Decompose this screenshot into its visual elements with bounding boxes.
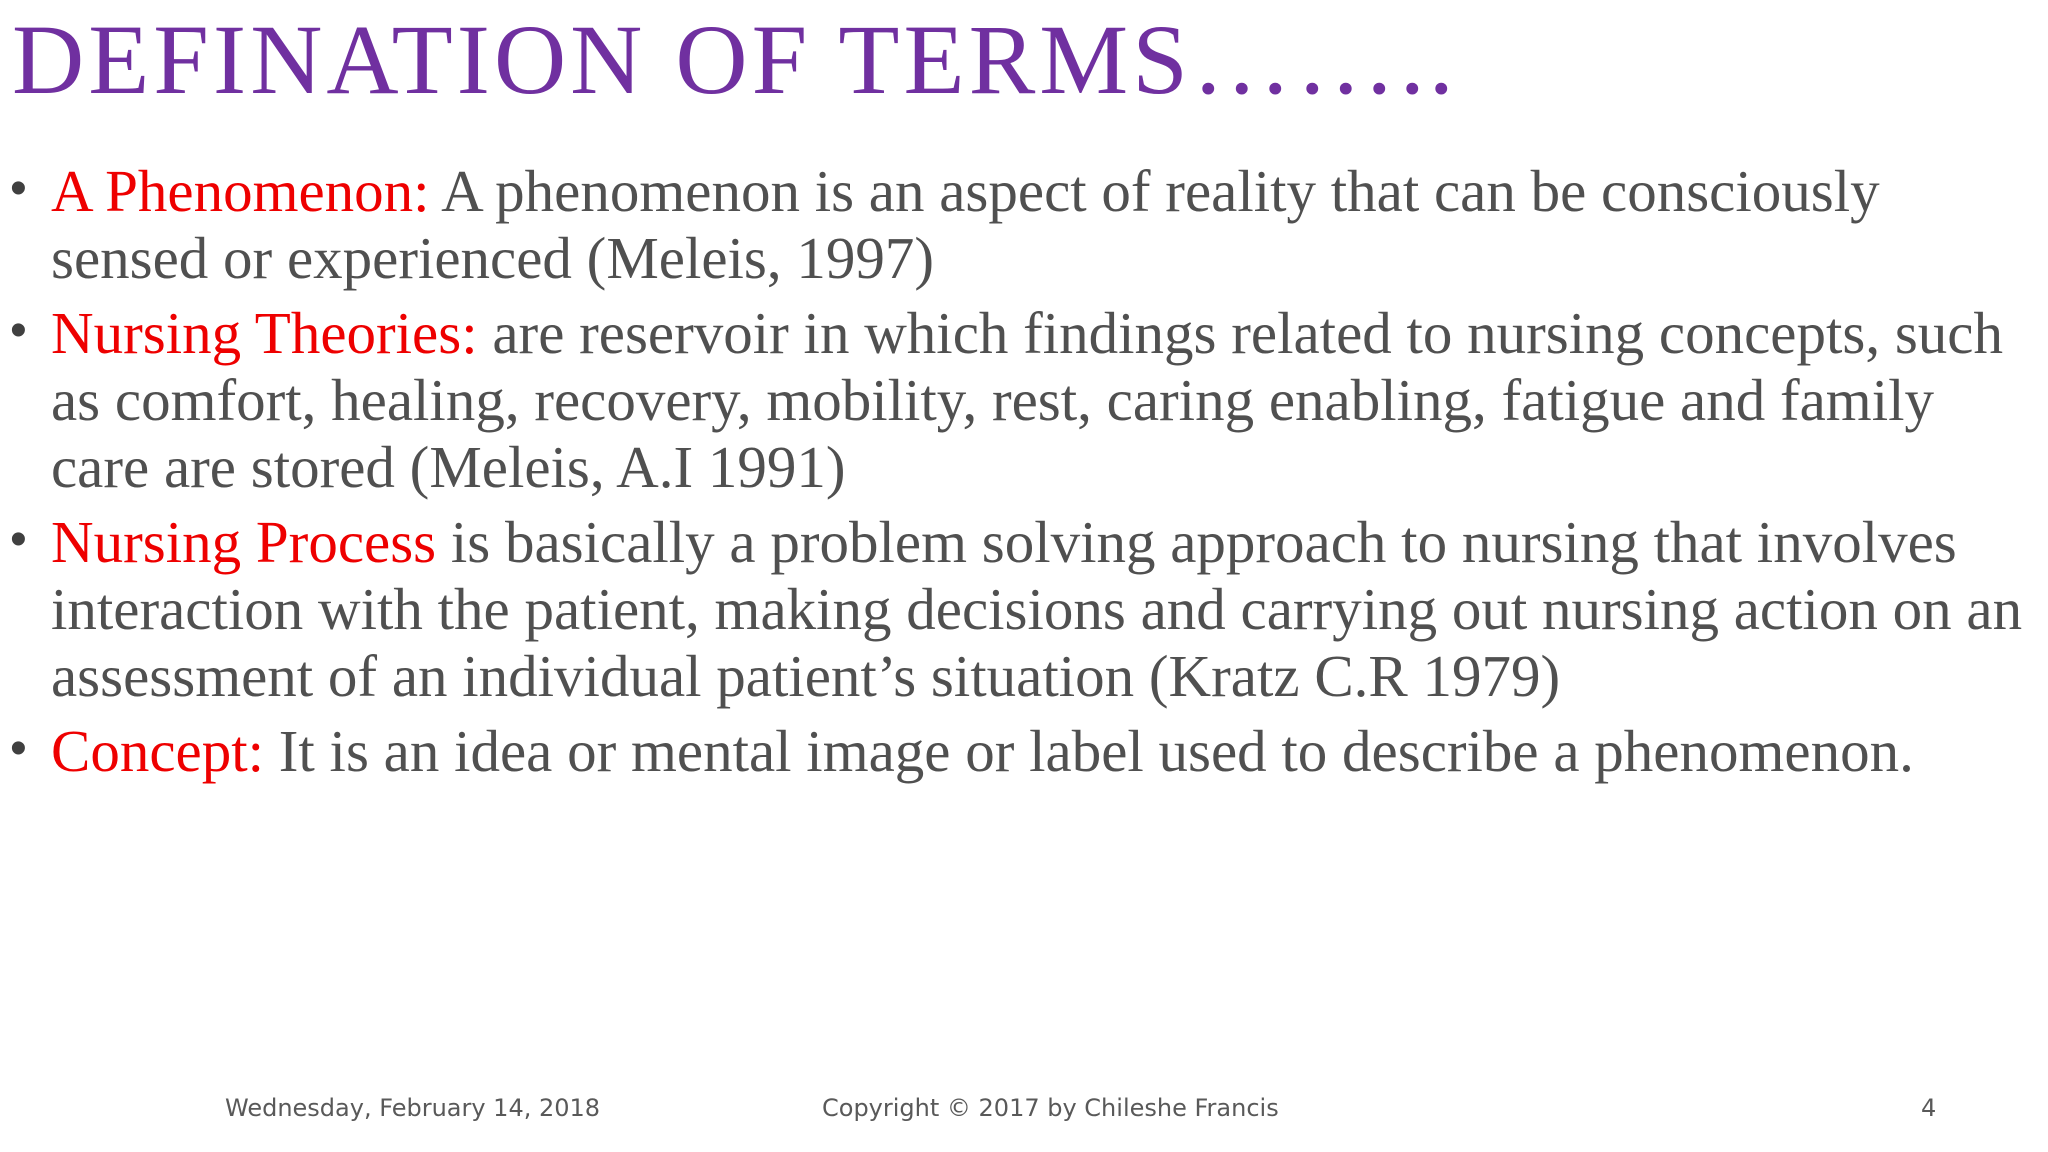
term-definition: is basically a problem solving approach to nursing that involves interaction with the patient, making decisions and carrying out nursing action on an assessment of an individual patient’s situation (Kratz C.R 1979) — [51, 509, 2023, 709]
bullet-dot-icon: • — [10, 304, 27, 357]
term-definition: are reservoir in which findings related to nursing concepts, such as comfort, healing, recovery, mobility, rest, caring enabling, fatigue and family care are stored (Meleis, A.I 1991) — [51, 300, 2003, 500]
list-item — [10, 509, 2040, 710]
term-label: Concept: — [51, 718, 265, 784]
list-item — [10, 300, 2040, 501]
term-definition: A phenomenon is an aspect of reality that can be consciously sensed or experienced (Meleis, 1997) — [51, 158, 1880, 291]
term-label: Nursing Process — [51, 509, 437, 575]
page-number: 4 — [1921, 1094, 1937, 1122]
definition-list — [10, 158, 2040, 793]
term-label: Nursing Theories: — [51, 300, 478, 366]
footer-copyright: Copyright © 2017 by Chileshe Francis — [822, 1094, 1279, 1122]
bullet-dot-icon: • — [10, 162, 27, 215]
list-item — [10, 158, 2040, 292]
slide-title: DEFINATION OF TERMS…….. — [12, 4, 1458, 115]
list-item — [10, 718, 2040, 785]
bullet-dot-icon: • — [10, 513, 27, 566]
footer-date: Wednesday, February 14, 2018 — [225, 1094, 601, 1122]
term-definition: It is an idea or mental image or label used to describe a phenomenon. — [264, 718, 1914, 784]
term-label: A Phenomenon: — [51, 158, 430, 224]
bullet-dot-icon: • — [10, 722, 27, 775]
